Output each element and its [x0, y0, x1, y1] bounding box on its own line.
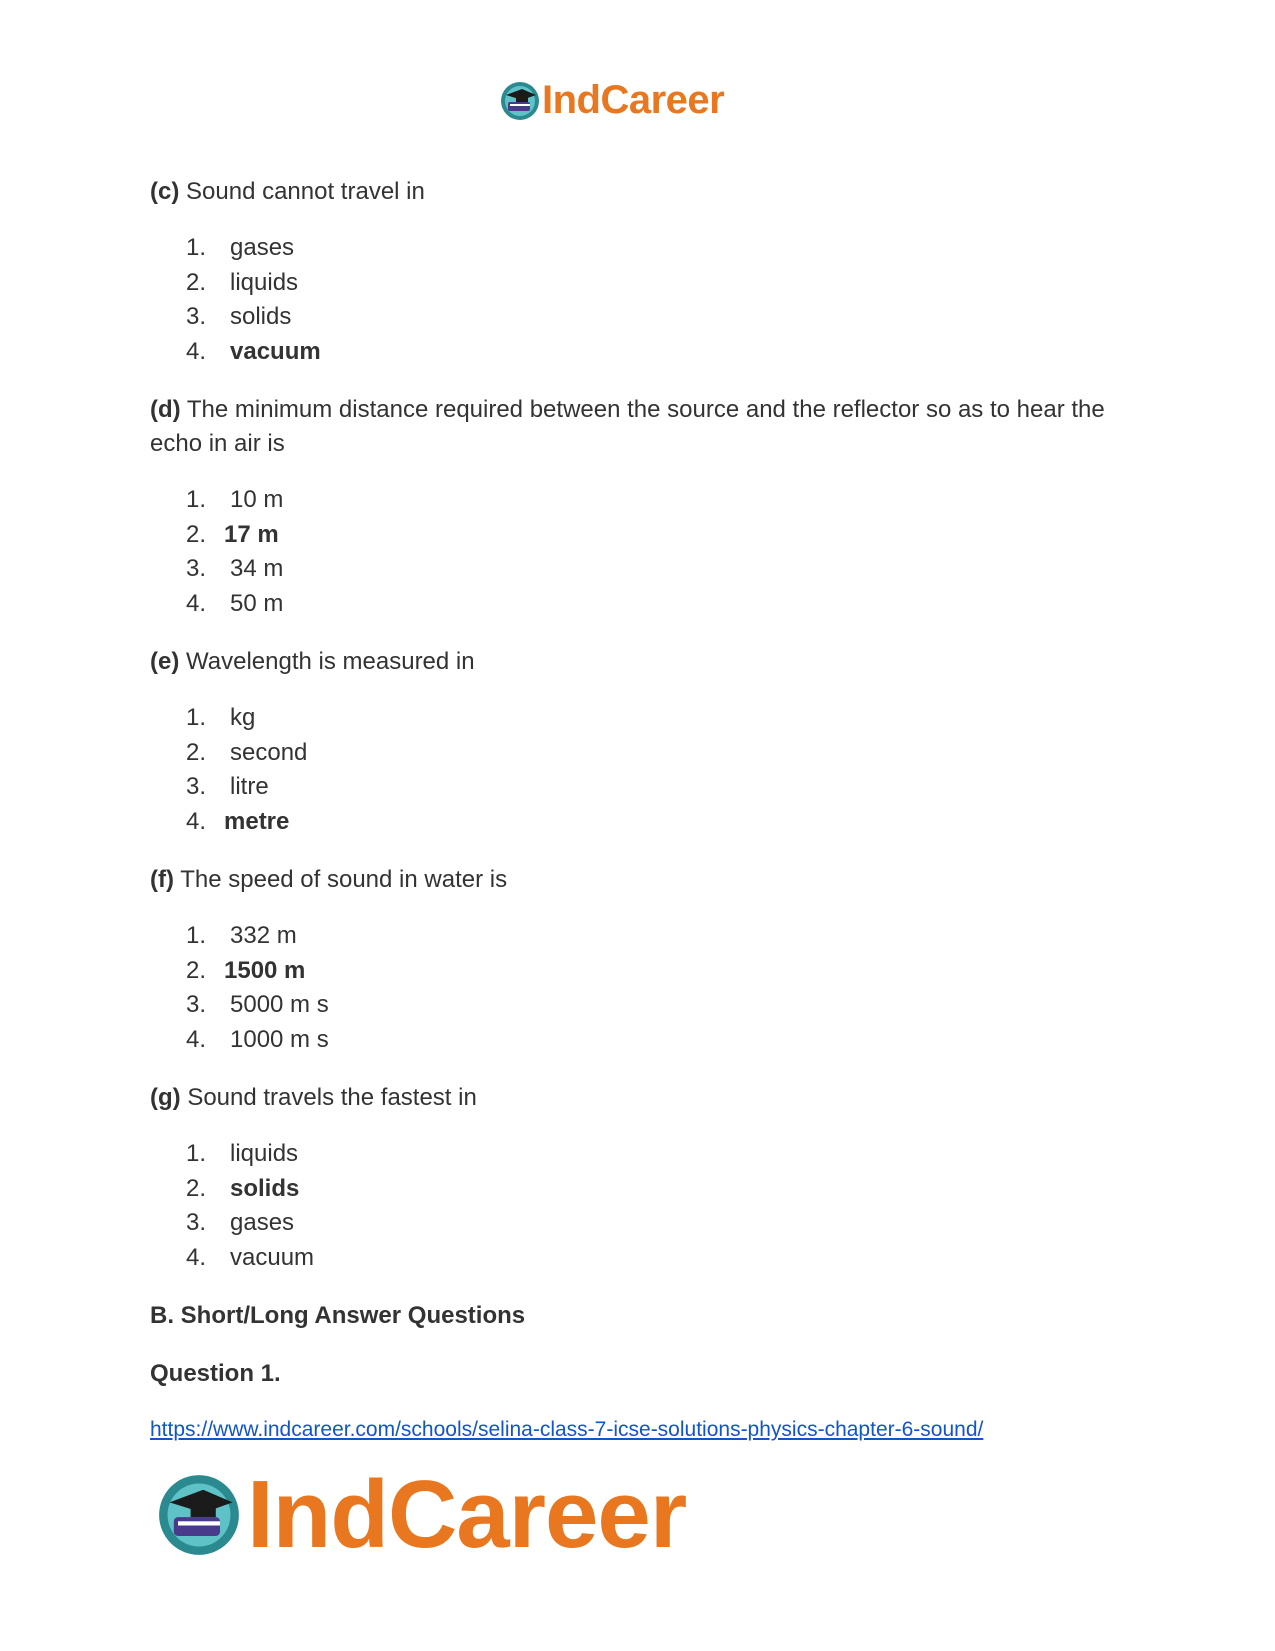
option-text: gases	[230, 234, 295, 261]
option-text: 34 m	[230, 555, 284, 582]
option-number: 1.	[186, 234, 207, 261]
list-item	[186, 1172, 1110, 1207]
option-text: gases	[230, 1209, 295, 1236]
list-item	[186, 231, 1110, 266]
list-item	[186, 736, 1110, 771]
option-text: 332 m	[230, 922, 297, 949]
option-number: 2.	[186, 520, 207, 548]
list-item	[186, 587, 1110, 622]
question-e	[150, 645, 1110, 679]
question-label: (d)	[150, 396, 181, 423]
option-number: 1.	[186, 486, 207, 513]
graduation-book-icon	[157, 1473, 241, 1557]
correct-option-text: vacuum	[230, 337, 321, 365]
question-c	[150, 175, 1110, 209]
correct-option-text: solids	[230, 1174, 300, 1202]
list-item	[186, 483, 1110, 518]
option-number: 1.	[186, 1140, 207, 1167]
option-number: 2.	[186, 268, 207, 296]
option-text: liquids	[230, 268, 299, 296]
option-number: 1.	[186, 922, 207, 949]
list-item	[186, 1023, 1110, 1058]
correct-option-text: metre	[224, 807, 290, 835]
correct-option-text: 17 m	[224, 520, 279, 548]
option-number: 2.	[186, 738, 207, 766]
list-item	[186, 805, 1110, 840]
option-number: 2.	[186, 1174, 207, 1202]
list-item	[186, 1137, 1110, 1172]
list-item	[186, 770, 1110, 805]
header-logo	[500, 78, 724, 123]
option-text: liquids	[230, 1140, 299, 1167]
question-g	[150, 1081, 1110, 1115]
option-number: 4.	[186, 807, 207, 835]
question-label: (e)	[150, 648, 180, 675]
option-number: 4.	[186, 1025, 207, 1053]
list-item	[186, 1206, 1110, 1241]
option-text: kg	[230, 704, 256, 731]
question-text: Sound travels the fastest in	[180, 1084, 477, 1111]
question-text: Sound cannot travel in	[179, 178, 425, 205]
question-label: (f)	[150, 866, 174, 893]
source-link[interactable]: https://www.indcareer.com/schools/selina-class-7-icse-solutions-physics-chapter-6-sound/	[150, 1418, 984, 1441]
option-number: 3.	[186, 1209, 207, 1236]
question-label: (c)	[150, 178, 180, 205]
section-heading: B. Short/Long Answer Questions	[150, 1302, 526, 1329]
option-number: 4.	[186, 589, 207, 617]
option-number: 1.	[186, 704, 207, 731]
list-item	[186, 988, 1110, 1023]
option-text: 50 m	[230, 589, 284, 617]
option-number: 3.	[186, 303, 207, 330]
question-text: The speed of sound in water is	[173, 866, 508, 893]
list-item	[186, 552, 1110, 587]
question-f	[150, 863, 1110, 897]
option-number: 3.	[186, 991, 207, 1018]
options-list	[150, 483, 1110, 621]
footer-logo	[157, 1460, 686, 1570]
document-body	[150, 175, 1110, 1415]
list-item	[186, 1241, 1110, 1276]
logo-wordmark: IndCareer	[542, 78, 725, 122]
option-number: 2.	[186, 956, 207, 984]
option-text: solids	[230, 303, 292, 330]
option-number: 4.	[186, 337, 207, 365]
option-text: litre	[230, 773, 269, 800]
options-list	[150, 1137, 1110, 1275]
list-item	[186, 266, 1110, 301]
list-item	[186, 300, 1110, 335]
option-text: 5000 m s	[230, 991, 329, 1018]
list-item	[186, 701, 1110, 736]
correct-option-text: 1500 m	[224, 956, 306, 984]
options-list	[150, 701, 1110, 839]
option-number: 3.	[186, 773, 207, 800]
options-list	[150, 231, 1110, 369]
graduation-book-icon	[500, 81, 540, 121]
option-number: 4.	[186, 1243, 207, 1271]
list-item	[186, 335, 1110, 370]
list-item	[186, 954, 1110, 989]
question-d	[150, 393, 1110, 461]
options-list	[150, 919, 1110, 1057]
option-text: vacuum	[230, 1243, 315, 1271]
option-text: 1000 m s	[230, 1025, 329, 1053]
question-heading: Question 1.	[150, 1360, 281, 1387]
logo-wordmark: IndCareer	[247, 1461, 687, 1568]
option-text: second	[230, 738, 308, 766]
list-item	[186, 518, 1110, 553]
question-text: The minimum distance required between the source and the reflector so as to hear the echo in air is	[150, 396, 1105, 457]
list-item	[186, 919, 1110, 954]
question-text: Wavelength is measured in	[179, 648, 475, 675]
question-label: (g)	[150, 1084, 181, 1111]
option-text: 10 m	[230, 486, 284, 513]
option-number: 3.	[186, 555, 207, 582]
